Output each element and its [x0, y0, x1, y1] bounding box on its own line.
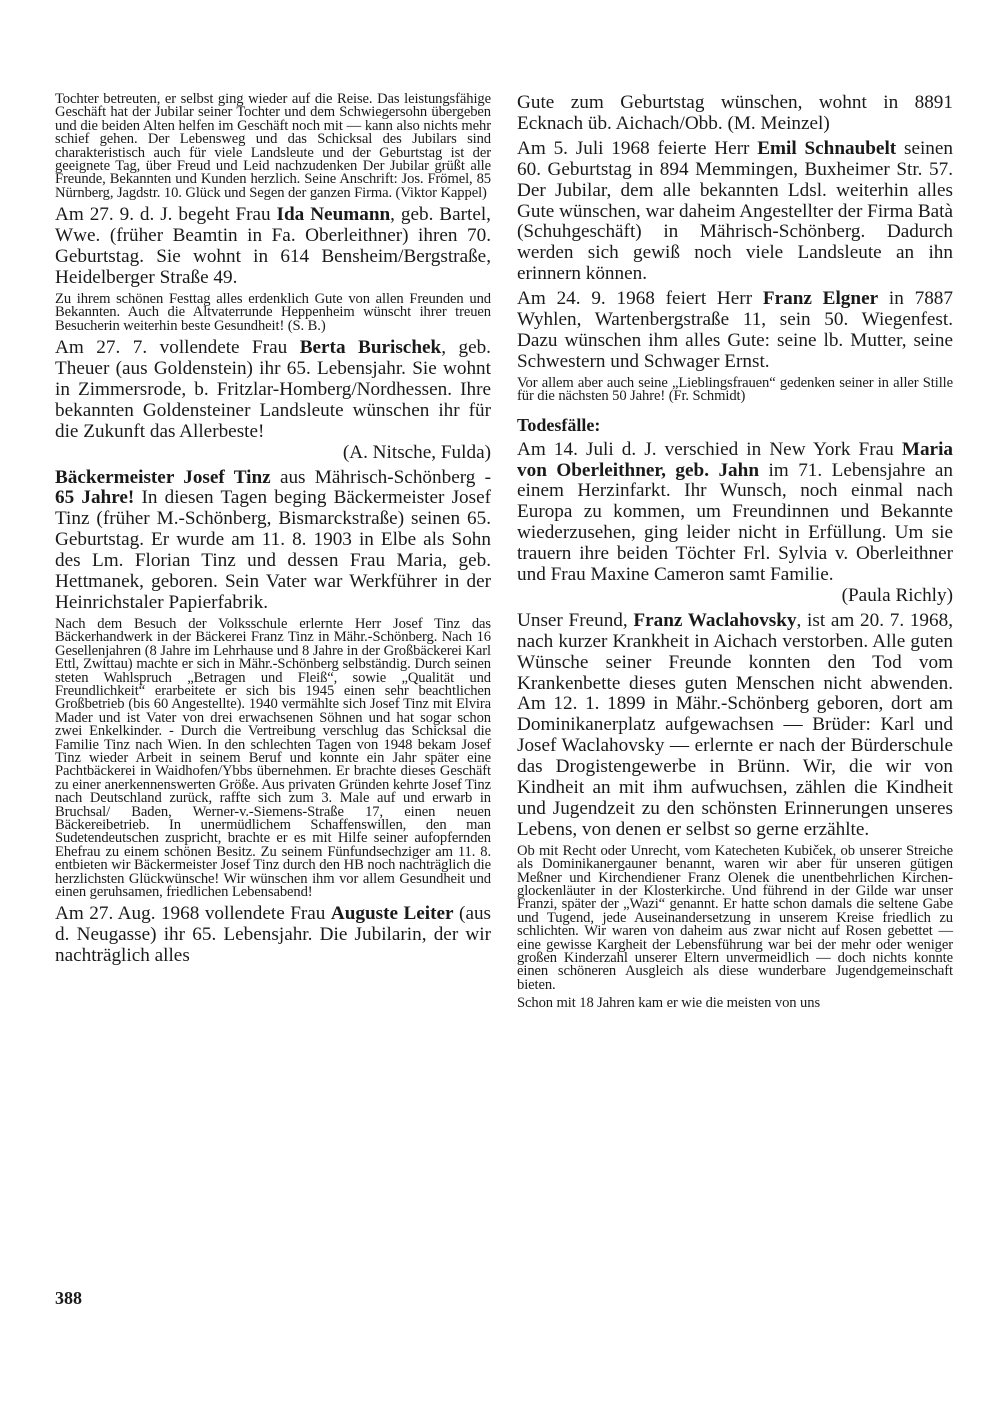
bold-name: 65 Jahre!: [55, 487, 135, 509]
text-segment: , geb. Theuer (aus Goldenstein) ihr 65. Lebensjahr. Sie wohnt in Zimmersrode, b. Fritzlar-Homberg/Nordhessen. Ihre bekannten Goldensteiner Landsleute wünschen ihr für die Zukunft das Allerbeste!: [55, 337, 491, 442]
text-segment: Zu ihrem schönen Festtag alles erdenklich Gute von allen Freunden und Bekannten. Auch die Altvaterrunde Heppenheim wünscht ihrer treuen Besucherin weiterhin beste Gesundheit! (S. B.): [55, 290, 491, 334]
author-signature: (Paula Richly): [841, 584, 953, 606]
article-paragraph: [517, 93, 953, 135]
text-segment: in 7887 Wyhlen, Wartenbergstraße 11, sein 50. Wiegenfest. Dazu wünschen ihm alles Gute: seine lb. Mutter, seine Schwestern und Schwager Ernst.: [517, 288, 953, 372]
text-segment: Am 27. 9. d. J. begeht Frau: [55, 204, 277, 226]
bold-name: Franz Waclahovsky: [633, 609, 797, 631]
article-paragraph: [517, 374, 953, 405]
article-paragraph: [55, 468, 491, 614]
article-paragraph: [55, 205, 491, 289]
text-segment: , geb. Bartel, Wwe. (früher Beamtin in Fa. Oberleithner) ihren 70. Geburtstag. Sie wohnt in 614 Bensheim/Bergstraße, Heidelberger Straße 49.: [55, 204, 491, 288]
text-segment: In diesen Tagen beging Bäckermeister Josef Tinz (früher M.-Schönberg, Bismarckstraße) seinen 65. Geburtstag. Er wurde am 11. 8. 1903 in Elbe als Sohn des Lm. Florian Tinz und dessen Frau Maria, geb. Hettmanek, geboren. Sein Vater war Werkführer in der Heinrichstaler Papierfabrik.: [55, 487, 492, 613]
text-segment: Unser Freund,: [517, 609, 634, 631]
bold-name: Todesfälle:: [517, 414, 601, 435]
article-paragraph: [517, 842, 953, 993]
bold-name: Bäckermeister Josef Tinz: [55, 466, 271, 488]
text-segment: Am 27. 7. vollendete Frau: [55, 337, 300, 359]
right-column: [517, 93, 953, 1016]
text-segment: (aus d. Neugasse) ihr 65. Lebensjahr. Die Jubilarin, der wir nachträglich alles: [55, 903, 492, 967]
article-paragraph: [517, 440, 953, 607]
bold-name: Ida Neumann: [276, 204, 391, 226]
article-paragraph: [517, 611, 953, 841]
text-segment: Am 24. 9. 1968 feiert Herr: [517, 288, 763, 310]
text-segment: Am 27. Aug. 1968 vollendete Frau: [55, 903, 331, 925]
article-paragraph: [55, 93, 491, 200]
article-paragraph: [517, 997, 953, 1010]
text-segment: Gute zum Geburtstag wünschen, wohnt in 8891 Ecknach üb. Aichach/Obb. (M. Meinzel): [517, 92, 953, 134]
article-paragraph: [55, 338, 491, 463]
page-number: 388: [55, 1288, 82, 1308]
text-segment: Schon mit 18 Jahren kam er wie die meisten von uns: [517, 995, 821, 1012]
article-paragraph: [517, 289, 953, 373]
text-segment: Tochter betreuten, er selbst ging wieder auf die Reise. Das leistungsfähige Geschäft hat der Jubilar seiner Tochter und dem Schwiegersohn übergeben und die beiden Alten helfen im Geschäft noch mit — kann also nichts mehr schief gehen. Der Lebensweg und das Schicksal des Jubilars sind charakteristisch auch für viele Landsleute und der Geburtstag ist der geeignete Tag, über Freud und Leid nachzudenken Der Jubilar grüßt alle Freunde, Bekannten und Kunden herzlich. Seine Anschrift: Jos. Frömel, 85 Nürnberg, Jagdstr. 10. Glück und Segen der ganzen Firma. (Viktor Kappel): [55, 91, 491, 201]
text-segment: , ist am 20. 7. 1968, nach kurzer Krankheit in Aichach verstorben. Alle guten Wünsche seiner Freunde konnten den Tod vom Krankenbette dieses guten Menschen nicht abwenden. Am 12. 1. 1899 in Mähr.-Schönberg geboren, dort am Dominikanerplatz aufgewachsen — Brüder: Karl und Josef Waclahovsky — erlernte er nach der Bürderschule das Drogistengewerbe in Brünn. Wir, die wir von Kindheit an mit ihm aufwuchsen, zählen die Kindheit und Jugendzeit zu den schönsten Erinnerungen unseres Lebens, von denen er selbst so gerne erzählte.: [517, 609, 953, 840]
text-segment: Nach dem Besuch der Volksschule erlernte Herr Josef Tinz das Bäckerhandwerk in der Bäckerei Franz Tinz in Mähr.-Schönberg. Nach 16 Gesellenjahren (8 Jahre im Lehrhause und 8 Jahre in der Großbäckerei Karl Ettl, Zwittau) machte er sich in Mähr.-Schönberg selbständig. Durch seinen steten Wahlspruch „Betragen und Fleiß“, sowie „Qualität und Freundlichkeit“ erarbeitete er sich bis 1945 einen sehr beachtlichen Großbetrieb (bis 60 Angestellte). 1940 vermählte sich Josef Tinz mit Elvira Mader und ist Vater von drei erwachsenen Söhnen und hat sogar schon zwei Enkelkinder. - Durch die Vertreibung verschlug das Schicksal die Familie Tinz nach Wien. In den schlechten Tagen von 1948 bekam Josef Tinz wieder Arbeit in seinem Beruf und konnte ein Jahr später eine Pachtbäckerei in Waidhofen/Ybbs übernehmen. Er brachte dieses Geschäft zu einer anerkennenswerten Größe. Aus privaten Gründen kehrte Josef Tinz nach Deutschland zurück, raffte sich zum 3. Male auf und erwarb in Bruchsal/ Baden, Werner-v.-Siemens-Straße 17, einen neuen Bäckereibetrieb. In unermüdlichem Schaffenswillen, den man Sudetendeutschen zuspricht, brachte er es mit Hilfe seiner aufopfernden Ehefrau zu einem schönen Besitz. Zu seinem Fünfundsechziger am 11. 8. entbieten wir Bäckermeister Josef Tinz durch den HB noch nachträglich die herzlichsten Glückwünsche! Wir wünschen ihm vor allem Gesundheit und einen geruhsamen, friedlichen Lebensabend!: [55, 615, 491, 900]
bold-name: Emil Schnaubelt: [757, 137, 897, 159]
article-paragraph: [55, 904, 491, 967]
text-segment: Am 5. Juli 1968 feierte Herr: [517, 137, 758, 159]
text-segment: seinen 60. Geburtstag in 894 Memmingen, Buxheimer Str. 57. Der Jubilar, dem alle bekannten Ldsl. weiterhin alles Gute wünschen, war daheim Angestellter der Firma Batà (Schuhgeschäft) in Mährisch-Schönberg. Dadurch werden sich gewiß noch viele Landsleute an ihn erinnern können.: [517, 137, 953, 285]
bold-name: Maria von Oberleithner, geb. Jahn: [517, 438, 953, 481]
text-segment: im 71. Lebensjahre an einem Herzinfarkt. Ihr Wunsch, noch einmal nach Europa zu kommen, um Freundinnen und Bekannte wiederzusehen, ging leider nicht in Erfüllung. Um sie trauern ihre beiden Töchter Frl. Sylvia v. Oberleithner und Frau Maxine Cameron samt Familie.: [517, 459, 953, 586]
text-segment: Am 14. Juli d. J. verschied in New York Frau: [517, 438, 902, 460]
article-paragraph: [55, 290, 491, 334]
left-column: [55, 93, 491, 971]
text-segment: Vor allem aber auch seine „Lieblingsfrauen“ gedenken seiner in aller Stille für die nächsten 50 Jahre! (Fr. Schmidt): [517, 374, 953, 405]
article-paragraph: [517, 139, 953, 285]
bold-name: Franz Elgner: [762, 288, 879, 310]
bold-name: Berta Burischek: [299, 337, 442, 359]
text-segment: aus Mährisch-Schönberg -: [270, 466, 491, 488]
article-paragraph: [55, 615, 491, 900]
text-segment: Ob mit Recht oder Unrecht, vom Katecheten Kubiček, ob unserer Streiche als Dominikanergauner benannt, waren wir aber für unseren gütigen Meßner und Kirchendiener Franz Olenek die unentbehrlichen Kirchenglockenläuter in der Klosterkirche. Und führend in der Gilde war unser Franzi, später der „Wazi“ genannt. Er hatte schon damals die seltene Gabe und Tugend, jede Auseinandersetzung in unserem Kreise friedlich zu schlichten. Wir waren von daheim aus zwar nicht auf Rosen gebettet — eine gewisse Kargheit der Lebensführung war bei der mehr oder weniger großen Kinderzahl unserer Eltern unvermeidlich — doch nichts konnte einen schöneren Ausgleich als diese wunderbare Jugendgemeinschaft bieten.: [517, 842, 953, 993]
bold-name: Auguste Leiter: [330, 903, 454, 925]
author-signature: (A. Nitsche, Fulda): [342, 441, 491, 463]
section-heading: [517, 414, 953, 436]
